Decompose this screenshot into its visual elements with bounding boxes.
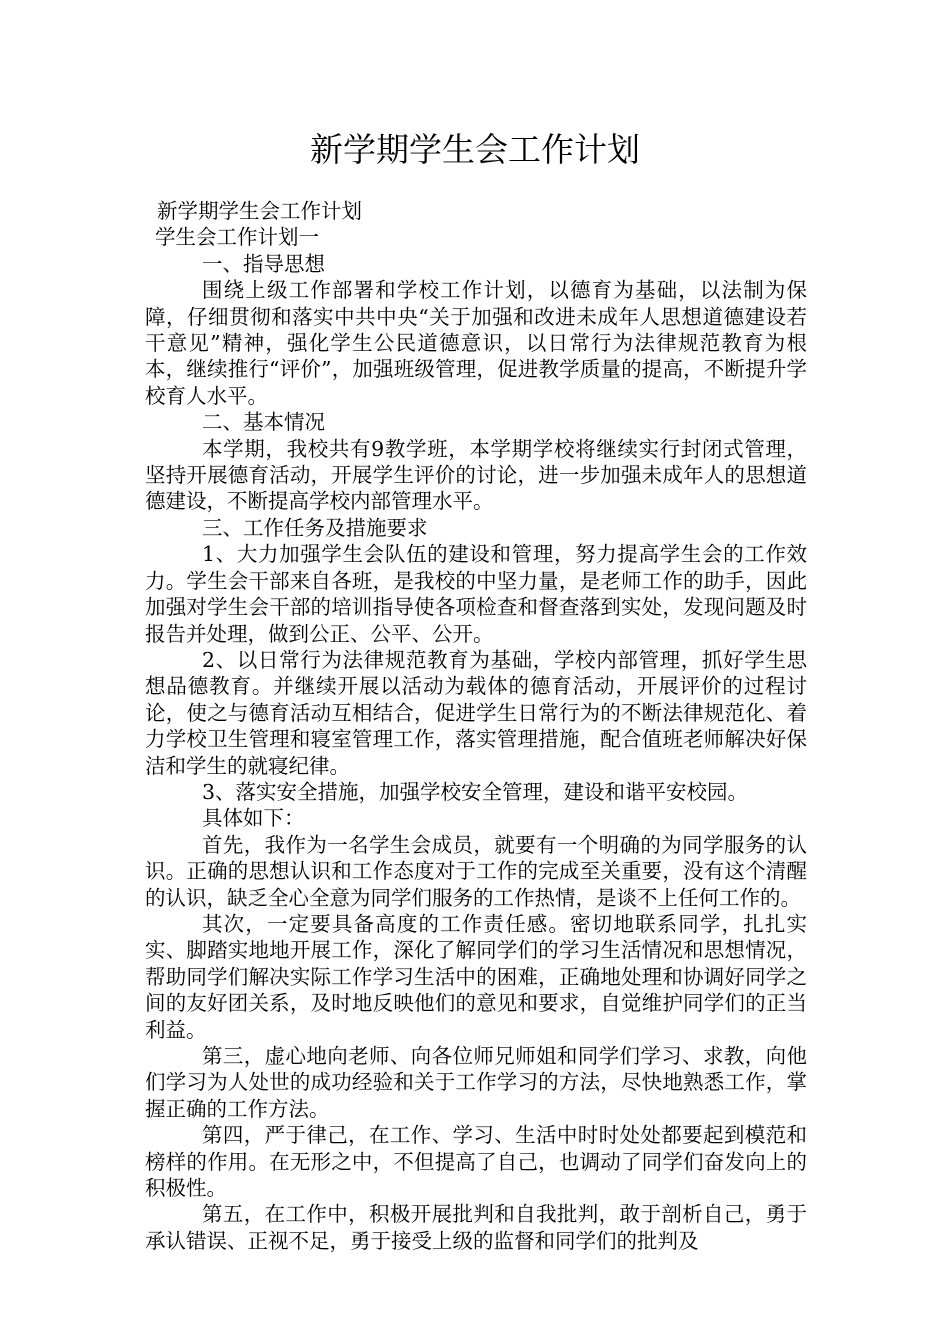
paragraph: 1、大力加强学生会队伍的建设和管理，努力提高学生会的工作效力。学生会干部来自各班，是我校的中坚力量，是老师工作的助手，因此加强对学生会干部的培训指导使各项检查和督查落到实处，发现问题及时报告并处理，做到公正、公平、公开。 (145, 542, 807, 646)
section-heading: 一、指导思想 (202, 251, 325, 276)
paragraph: 具体如下： (202, 806, 305, 831)
paragraph: 其次，一定要具备高度的工作责任感。密切地联系同学，扎扎实实、脚踏实地地开展工作，深化了解同学们的学习生活情况和思想情况，帮助同学们解决实际工作学习生活中的困难，正确地处理和协调好同学之间的友好团关系，及时地反映他们的意见和要求，自觉维护同学们的正当利益。 (145, 911, 807, 1042)
document-subtitle: 新学期学生会工作计划 (157, 199, 362, 223)
document-title: 新学期学生会工作计划 (310, 130, 640, 169)
section-heading: 三、工作任务及措施要求 (202, 515, 428, 540)
section-heading: 二、基本情况 (202, 410, 325, 435)
paragraph: 第五，在工作中，积极开展批判和自我批判，敢于剖析自己，勇于承认错误、正视不足，勇于接受上级的监督和同学们的批判及 (145, 1202, 807, 1253)
paragraph: 2、以日常行为法律规范教育为基础，学校内部管理，抓好学生思想品德教育。并继续开展以活动为载体的德育活动，开展评价的过程讨论，使之与德育活动互相结合，促进学生日常行为的不断法律规范化、着力学校卫生管理和寝室管理工作，落实管理措施，配合值班老师解决好保洁和学生的就寝纪律。 (145, 647, 807, 778)
paragraph: 围绕上级工作部署和学校工作计划，以德育为基础，以法制为保障，仔细贯彻和落实中共中央“关于加强和改进未成年人思想道德建设若干意见”精神，强化学生公民道德意识，以日常行为法律规范教育为根本，继续推行“评价”，加强班级管理，促进教学质量的提高，不断提升学校育人水平。 (145, 278, 807, 408)
paragraph: 第四，严于律己，在工作、学习、生活中时时处处都要起到模范和榜样的作用。在无形之中，不但提高了自己，也调动了同学们奋发向上的积极性。 (145, 1123, 807, 1201)
paragraph: 第三，虚心地向老师、向各位师兄师姐和同学们学习、求教，向他们学习为人处世的成功经验和关于工作学习的方法，尽快地熟悉工作，掌握正确的工作方法。 (145, 1044, 807, 1121)
paragraph: 本学期，我校共有9教学班，本学期学校将继续实行封闭式管理，坚持开展德育活动，开展学生评价的讨论，进一步加强未成年人的思想道德建设，不断提高学校内部管理水平。 (145, 436, 807, 514)
paragraph: 首先，我作为一名学生会成员，就要有一个明确的为同学服务的认识。正确的思想认识和工作态度对于工作的完成至关重要，没有这个清醒的认识，缺乏全心全意为同学们服务的工作热情，是谈不上任何工作的。 (145, 832, 807, 910)
plan-heading: 学生会工作计划一 (155, 225, 319, 250)
paragraph: 3、落实安全措施，加强学校安全管理，建设和谐平安校园。 (202, 779, 749, 804)
document-body (145, 198, 807, 1254)
